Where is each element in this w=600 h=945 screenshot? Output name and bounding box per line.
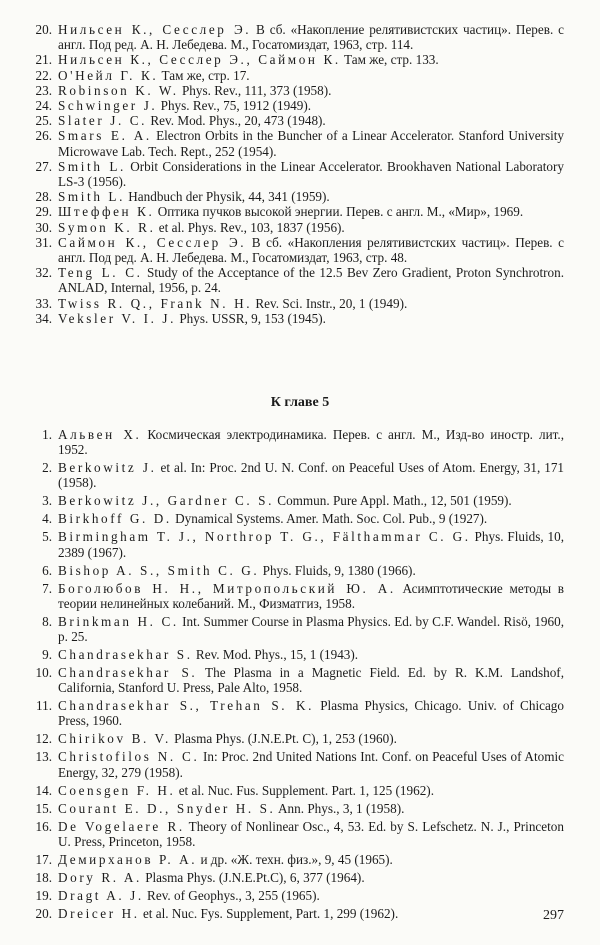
reference-entry xyxy=(0,731,600,746)
reference-entry xyxy=(0,581,600,611)
reference-author: Twiss R. Q., Frank N. H. xyxy=(58,295,253,311)
reference-number: 31. xyxy=(35,234,52,250)
reference-details: Plasma Phys. (J.N.E.Pt. C), 1, 253 (1960). xyxy=(170,731,397,747)
reference-number: 11. xyxy=(36,698,52,714)
reference-author: De Vogelaere R. xyxy=(58,818,185,834)
reference-entry xyxy=(0,511,600,526)
reference-details: Phys. Fluids, 9, 1380 (1966). xyxy=(259,562,416,578)
reference-entry xyxy=(0,749,600,779)
reference-number: 27. xyxy=(35,158,52,174)
reference-number: 20. xyxy=(35,905,52,921)
section-heading: К главе 5 xyxy=(270,395,330,410)
reference-entry xyxy=(0,159,600,189)
reference-number: 1. xyxy=(42,427,52,442)
reference-details: Study of the Acceptance of the 12.5 Bev Zero Gradient, Proton Synchrotron. ANLAD, Internal, 1956, p. 24. xyxy=(58,265,564,296)
reference-entry xyxy=(0,888,600,903)
reference-details: Rev. Mod. Phys., 20, 473 (1948). xyxy=(147,113,326,129)
reference-details: Phys. Rev., 75, 1912 (1949). xyxy=(157,98,312,114)
reference-entry xyxy=(0,870,600,885)
reference-number: 10. xyxy=(35,665,52,681)
reference-entry xyxy=(0,647,600,662)
reference-author: Нильсен К., Сесслер Э. xyxy=(58,22,252,37)
reference-details: Phys. Fluids, 10, 2389 (1967). xyxy=(58,529,564,560)
reference-number: 2. xyxy=(42,460,52,476)
reference-author: Dragt A. J. xyxy=(58,887,144,903)
reference-list-chapter-4 xyxy=(0,22,600,326)
reference-entry xyxy=(0,529,600,559)
reference-number: 15. xyxy=(35,800,52,816)
reference-details: Phys. USSR, 9, 153 (1945). xyxy=(176,310,326,326)
reference-details: Там же, стр. 133. xyxy=(340,52,439,68)
reference-number: 17. xyxy=(35,851,52,867)
reference-entry xyxy=(0,83,600,98)
reference-details: Dynamical Systems. Amer. Math. Soc. Col. Pub., 9 (1927). xyxy=(171,511,488,527)
reference-entry xyxy=(0,189,600,204)
reference-number: 12. xyxy=(35,731,52,747)
reference-number: 4. xyxy=(42,511,52,527)
reference-details: et al. Nuc. Fys. Supplement, Part. 1, 299 (1962). xyxy=(139,905,399,921)
reference-author: Smith L. xyxy=(58,158,126,174)
reference-entry xyxy=(0,801,600,816)
reference-number: 23. xyxy=(35,82,52,98)
reference-details: Phys. Rev., 111, 373 (1958). xyxy=(178,82,332,98)
reference-entry xyxy=(0,783,600,798)
reference-number: 28. xyxy=(35,189,52,205)
reference-author: Bishop A. S., Smith C. G. xyxy=(58,562,260,578)
reference-author: Smars E. A. xyxy=(58,128,152,144)
reference-author: Berkowitz J. xyxy=(58,460,157,476)
reference-entry xyxy=(0,906,600,921)
reference-details: В сб. «Накопление релятивистских частиц». Перев. с англ. Под ред. А. Н. Лебедева. М., Госатомиздат, 1963, стр. 114. xyxy=(58,22,564,53)
reference-details: Rev. Mod. Phys., 15, 1 (1943). xyxy=(192,647,359,663)
reference-details: In: Proc. 2nd United Nations Int. Conf. on Peaceful Uses of Atomic Energy, 32, 279 (1958). xyxy=(58,749,564,780)
reference-number: 16. xyxy=(35,818,52,834)
reference-author: О'Нейл Г. К. xyxy=(58,67,159,83)
reference-details: Там же, стр. 17. xyxy=(158,67,250,83)
reference-author: Smith L. xyxy=(58,189,125,205)
reference-entry xyxy=(0,852,600,867)
reference-details: Rev. of Geophys., 3, 255 (1965). xyxy=(143,887,320,903)
reference-author: Dory R. A. xyxy=(58,869,142,885)
reference-entry xyxy=(0,265,600,295)
reference-details: et al. In: Proc. 2nd U. N. Conf. on Peaceful Uses of Atom. Energy, 31, 171 (1958). xyxy=(58,460,565,491)
reference-number: 20. xyxy=(35,22,52,37)
reference-entry xyxy=(0,128,600,158)
reference-details: Асимптотические методы в теории нелинейных колебаний. М., Физматгиз, 1958. xyxy=(58,580,565,611)
reference-number: 29. xyxy=(35,204,52,220)
reference-author: Демирханов Р. А. xyxy=(58,851,198,867)
reference-author: Teng L. C. xyxy=(58,265,143,281)
reference-author: Боголюбов Н. Н., Митропольский Ю. А. xyxy=(58,580,396,596)
reference-author: Альвен Х. xyxy=(58,427,142,442)
reference-number: 19. xyxy=(35,887,52,903)
reference-author: Dreicer H. xyxy=(58,905,140,921)
reference-number: 21. xyxy=(35,52,52,68)
reference-entry xyxy=(0,296,600,311)
reference-details: Космическая электродинамика. Перев. с англ. М., Изд-во иностр. лит., 1952. xyxy=(58,427,564,458)
reference-details: Int. Summer Course in Plasma Physics. Ed. by C.F. Wandel. Risö, 1960, p. 25. xyxy=(58,613,564,645)
reference-details: Commun. Pure Appl. Math., 12, 501 (1959). xyxy=(273,493,512,509)
reference-entry xyxy=(0,204,600,219)
reference-entry xyxy=(0,563,600,578)
reference-details: Orbit Considerations in the Linear Accelerator. Brookhaven National Laboratory LS-3 (1956). xyxy=(58,158,564,190)
reference-number: 3. xyxy=(42,493,52,509)
reference-entry xyxy=(0,698,600,728)
reference-number: 9. xyxy=(42,647,52,663)
reference-author: Robinson K. W. xyxy=(58,82,179,98)
reference-details: The Plasma in a Magnetic Field. Ed. by R. K.M. Landshof, California, Stanford U. Press, Pale Alto, 1958. xyxy=(58,665,564,696)
reference-number: 13. xyxy=(35,749,52,765)
reference-author: Symon K. R. xyxy=(58,219,156,235)
reference-details: Electron Orbits in the Buncher of a Linear Accelerator. Stanford University Microwave Lab. Tech. Rept., 252 (1954). xyxy=(58,128,565,159)
reference-number: 32. xyxy=(35,265,52,281)
reference-list-chapter-5 xyxy=(0,427,600,924)
reference-author: Brinkman H. C. xyxy=(58,613,179,629)
reference-author: Veksler V. I. J. xyxy=(58,310,177,326)
reference-author: Chandrasekhar S. xyxy=(58,665,198,681)
reference-number: 24. xyxy=(35,98,52,114)
reference-author: Berkowitz J., Gardner C. S. xyxy=(58,493,274,509)
reference-number: 7. xyxy=(42,580,52,596)
reference-number: 6. xyxy=(42,562,52,578)
reference-details: Plasma Phys. (J.N.E.Pt.C), 6, 377 (1964). xyxy=(141,869,365,885)
reference-details: Ann. Phys., 3, 1 (1958). xyxy=(275,800,405,816)
reference-details: и др. «Ж. техн. физ.», 9, 45 (1965). xyxy=(197,851,393,867)
reference-entry xyxy=(0,220,600,235)
reference-author: Slater J. C. xyxy=(58,113,148,129)
reference-entry xyxy=(0,614,600,644)
reference-number: 14. xyxy=(35,782,52,798)
reference-number: 8. xyxy=(42,613,52,629)
reference-details: et al. Nuc. Fus. Supplement. Part. 1, 125 (1962). xyxy=(175,782,434,798)
reference-details: В сб. «Накопления релятивистских частиц». Перев. с англ. Под ред. А. Н. Лебедева. М., Госатомиздат, 1963, стр. 48. xyxy=(58,234,564,266)
reference-entry xyxy=(0,235,600,265)
reference-author: Штеффен К. xyxy=(58,204,155,220)
reference-number: 25. xyxy=(35,113,52,129)
reference-author: Birmingham T. J., Northrop T. G., Fälthammar C. G. xyxy=(58,529,471,545)
reference-entry xyxy=(0,460,600,490)
reference-author: Chirikov B. V. xyxy=(58,731,171,747)
reference-number: 26. xyxy=(35,128,52,144)
reference-entry xyxy=(0,819,600,849)
reference-number: 34. xyxy=(35,310,52,326)
reference-author: Christofilos N. C. xyxy=(58,749,200,765)
reference-details: Theory of Nonlinear Osc., 4, 53. Ed. by S. Lefschetz. N. J., Princeton U. Press, Princeton, 1958. xyxy=(58,818,564,849)
reference-entry xyxy=(0,311,600,326)
reference-entry xyxy=(0,22,600,52)
reference-author: Chandrasekhar S., Trehan S. K. xyxy=(58,698,314,714)
reference-author: Нильсен К., Сесслер Э., Саймон К. xyxy=(58,52,341,68)
reference-number: 18. xyxy=(35,869,52,885)
reference-details: Оптика пучков высокой энергии. Перев. с англ. М., «Мир», 1969. xyxy=(154,204,524,220)
reference-entry xyxy=(0,52,600,67)
reference-entry xyxy=(0,493,600,508)
reference-author: Chandrasekhar S. xyxy=(58,647,193,663)
reference-author: Schwinger J. xyxy=(58,98,158,114)
reference-author: Birkhoff G. D. xyxy=(58,511,172,527)
reference-details: Plasma Physics, Chicago. Univ. of Chicago Press, 1960. xyxy=(58,698,564,729)
reference-details: et al. Phys. Rev., 103, 1837 (1956). xyxy=(155,219,345,235)
reference-entry xyxy=(0,427,600,457)
reference-number: 22. xyxy=(35,67,52,83)
reference-entry xyxy=(0,113,600,128)
reference-author: Coensgen F. H. xyxy=(58,782,176,798)
reference-number: 5. xyxy=(42,529,52,545)
reference-author: Courant E. D., Snyder H. S. xyxy=(58,800,276,816)
reference-number: 30. xyxy=(35,219,52,235)
reference-entry xyxy=(0,98,600,113)
reference-author: Саймон К., Сесслер Э. xyxy=(58,234,247,250)
reference-details: Handbuch der Physik, 44, 341 (1959). xyxy=(124,189,330,205)
reference-entry xyxy=(0,68,600,83)
reference-details: Rev. Sci. Instr., 20, 1 (1949). xyxy=(252,295,408,311)
reference-entry xyxy=(0,665,600,695)
reference-number: 33. xyxy=(35,295,52,311)
page-number: 297 xyxy=(543,908,564,923)
